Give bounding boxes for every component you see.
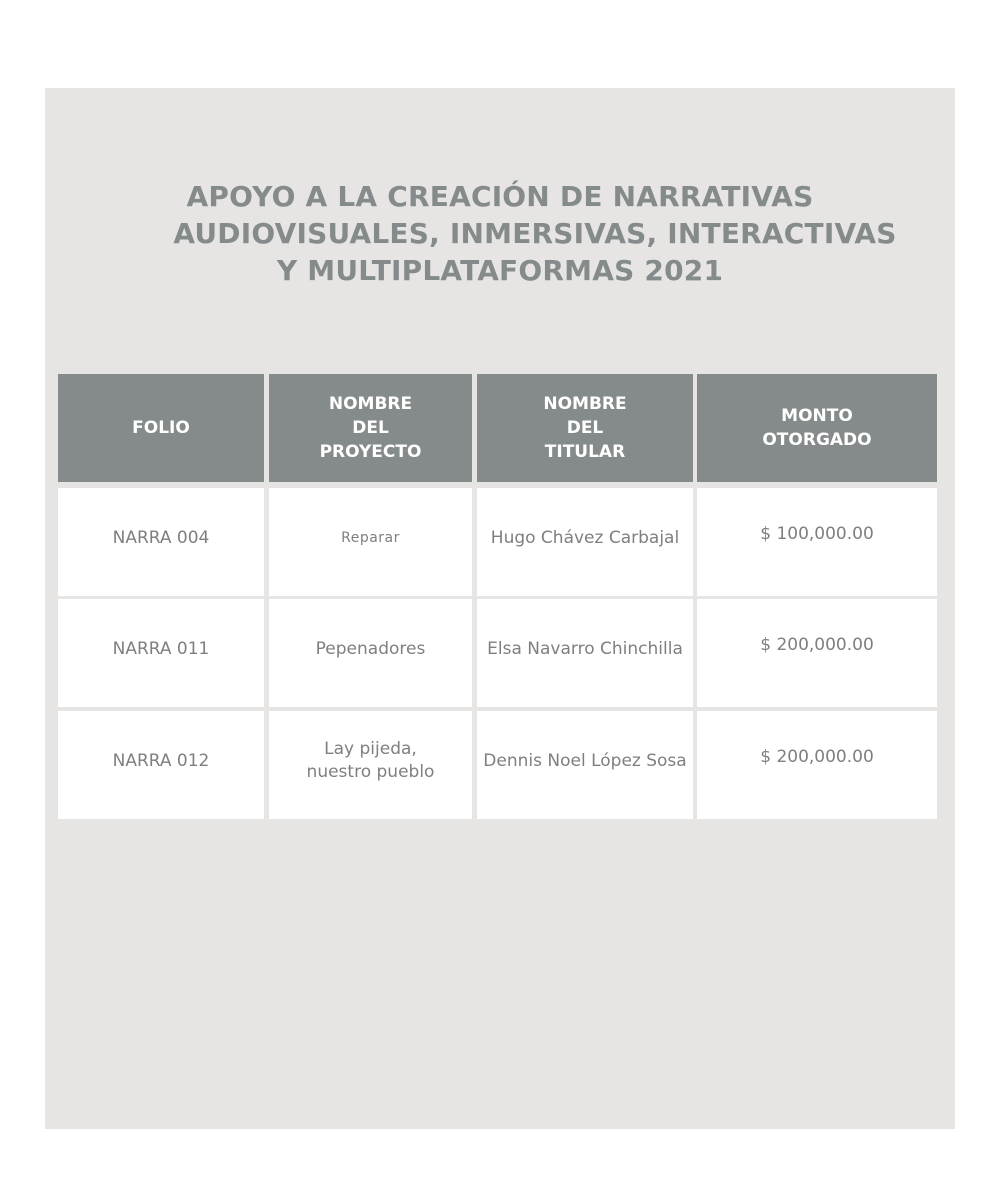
header-text: TITULAR	[544, 442, 626, 462]
header-folio	[58, 374, 264, 482]
cell-text: Pepenadores	[315, 638, 426, 659]
cell-text: Elsa Navarro Chinchilla	[487, 638, 683, 659]
title-line-2: AUDIOVISUALES, INMERSIVAS, INTERACTIVAS	[173, 217, 897, 250]
cell-project-name	[269, 599, 472, 707]
cell-text: Hugo Chávez Carbajal	[490, 527, 680, 548]
cell-amount	[697, 488, 937, 596]
cell-text: Dennis Noel López Sosa	[483, 750, 687, 771]
cell-holder-name	[477, 711, 693, 819]
cell-text: Reparar	[341, 529, 400, 546]
cell-holder-name	[477, 488, 693, 596]
header-text: FOLIO	[132, 418, 190, 438]
header-text: PROYECTO	[319, 442, 422, 462]
cell-folio	[58, 711, 264, 819]
cell-holder-name	[477, 599, 693, 707]
cell-folio	[58, 488, 264, 596]
document-panel	[45, 88, 955, 1129]
header-text: DEL	[566, 418, 604, 438]
title-line-1: APOYO A LA CREACIÓN DE NARRATIVAS	[186, 180, 814, 213]
cell-text: $ 200,000.00	[760, 746, 874, 767]
cell-text: NARRA 011	[112, 638, 210, 659]
header-amount	[697, 374, 937, 482]
header-text: DEL	[352, 418, 389, 438]
header-text: NOMBRE	[543, 394, 627, 414]
document-title	[45, 178, 955, 289]
cell-text: NARRA 004	[112, 527, 210, 548]
header-text: MONTO	[781, 406, 853, 426]
cell-folio	[58, 599, 264, 707]
header-project-name	[269, 374, 472, 482]
title-line-3: Y MULTIPLATAFORMAS 2021	[276, 254, 724, 287]
cell-text: Lay pijeda, nuestro pueblo	[306, 739, 435, 782]
header-text: OTORGADO	[762, 430, 872, 450]
cell-amount	[697, 711, 937, 819]
cell-text: $ 100,000.00	[760, 523, 874, 544]
cell-amount	[697, 599, 937, 707]
cell-project-name	[269, 711, 472, 819]
cell-project-name	[269, 488, 472, 596]
cell-text: NARRA 012	[112, 750, 210, 771]
cell-text: $ 200,000.00	[760, 634, 874, 655]
header-holder-name	[477, 374, 693, 482]
header-text: NOMBRE	[328, 394, 413, 414]
